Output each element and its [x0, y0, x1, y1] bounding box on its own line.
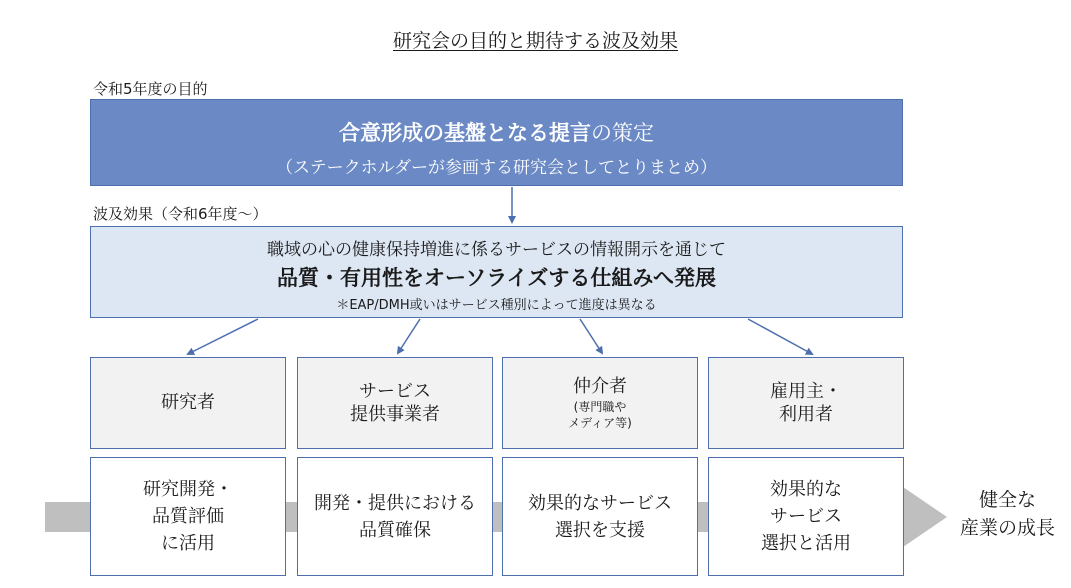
- diagram-title-text: 研究会の目的と期待する波及効果: [392, 30, 678, 52]
- stakeholder-name: 雇用主・ 利用者: [770, 380, 842, 425]
- arrow-to-researcher: [188, 319, 258, 354]
- result-intermediary: [502, 457, 698, 576]
- result-text: 開発・提供における 品質確保: [314, 492, 476, 541]
- result-text: 研究開発・ 品質評価 に活用: [143, 479, 233, 554]
- result-text: 効果的なサービス 選択を支援: [528, 492, 672, 541]
- stakeholder-name: 仲介者: [573, 376, 627, 398]
- stakeholder-intermediary: [502, 357, 698, 449]
- stakeholder-name: 研究者: [161, 392, 215, 414]
- result-service-provider: [297, 457, 493, 576]
- goal-section-label: 令和5年度の目的: [93, 80, 208, 98]
- goal-tail-text: の策定: [591, 121, 654, 145]
- result-employer-user: [708, 457, 904, 576]
- effect-note: ＊EAP/DMH或いはサービス種別によって進度は異なる: [336, 298, 657, 313]
- effect-section-label: 波及効果（令和6年度～）: [93, 205, 268, 223]
- arrow-to-intermediary: [580, 319, 602, 353]
- stakeholder-service-provider: [297, 357, 493, 449]
- goal-subtext: （ステークホルダーが参画する研究会としてとりまとめ）: [276, 158, 717, 178]
- arrow-to-employer: [748, 319, 812, 354]
- stakeholder-employer-user: [708, 357, 904, 449]
- effect-line-2: 品質・有用性をオーソライズする仕組みへ発展: [277, 266, 716, 290]
- final-outcome: 健全な 産業の成長: [959, 489, 1055, 539]
- effect-line-1: 職域の心の健康保持増進に係るサービスの情報開示を通じて: [267, 240, 726, 260]
- stakeholder-name: サービス 提供事業者: [350, 380, 440, 425]
- arrow-to-provider: [398, 319, 420, 353]
- band-arrow-head: [903, 487, 947, 547]
- result-researcher: [90, 457, 286, 576]
- stakeholder-note: (専門職や メディア等): [568, 399, 632, 430]
- goal-bold-text: 合意形成の基盤となる提言: [339, 121, 591, 145]
- stakeholder-researcher: [90, 357, 286, 449]
- result-text: 効果的な サービス 選択と活用: [761, 479, 851, 554]
